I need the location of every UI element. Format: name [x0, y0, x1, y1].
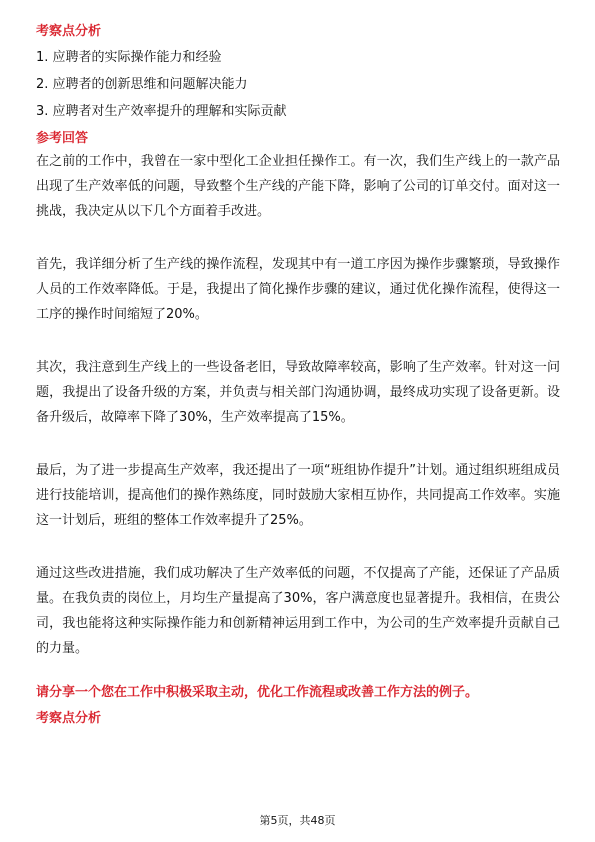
answer-paragraph: 在之前的工作中，我曾在一家中型化工企业担任操作工。有一次，我们生产线上的一款产品出现了生产效率低的问题，导致整个生产线的产能下降，影响了公司的订单交付。面对这一挑战，我决定从以下几个方面着手改进。	[36, 154, 560, 219]
analysis-point: 3. 应聘者对生产效率提升的理解和实际贡献	[36, 104, 287, 119]
answer-paragraph: 通过这些改进措施，我们成功解决了生产效率低的问题，不仅提高了产能，还保证了产品质量。在我负责的岗位上，月均生产量提高了30%，客户满意度也显著提升。我相信，在贵公司，我也能将这种实际操作能力和创新精神运用到工作中，为公司的生产效率提升贡献自己的力量。	[36, 566, 560, 656]
analysis-heading: 考察点分析	[36, 24, 102, 39]
analysis-heading-2: 考察点分析	[36, 711, 102, 726]
analysis-points-list	[36, 48, 560, 122]
analysis-point: 2. 应聘者的创新思维和问题解决能力	[36, 77, 248, 92]
answer-paragraph: 首先，我详细分析了生产线的操作流程，发现其中有一道工序因为操作步骤繁琐，导致操作人员的工作效率降低。于是，我提出了简化操作步骤的建议，通过优化操作流程，使得这一工序的操作时间缩短了20%。	[36, 257, 560, 322]
answer-paragraph: 最后，为了进一步提高生产效率，我还提出了一项“班组协作提升”计划。通过组织班组成员进行技能培训，提高他们的操作熟练度，同时鼓励大家相互协作，共同提高工作效率。实施这一计划后，班组的整体工作效率提升了25%。	[36, 463, 560, 528]
answer-paragraph: 其次，我注意到生产线上的一些设备老旧，导致故障率较高，影响了生产效率。针对这一问题，我提出了设备升级的方案，并负责与相关部门沟通协调，最终成功实现了设备更新。设备升级后，故障率下降了30%，生产效率提高了15%。	[36, 360, 560, 425]
document-page	[36, 22, 560, 729]
analysis-point: 1. 应聘者的实际操作能力和经验	[36, 50, 222, 65]
next-question: 请分享一个您在工作中积极采取主动，优化工作流程或改善工作方法的例子。	[36, 685, 479, 700]
page-footer: 第5页，共48页	[259, 814, 336, 827]
answer-heading: 参考回答	[36, 131, 89, 146]
